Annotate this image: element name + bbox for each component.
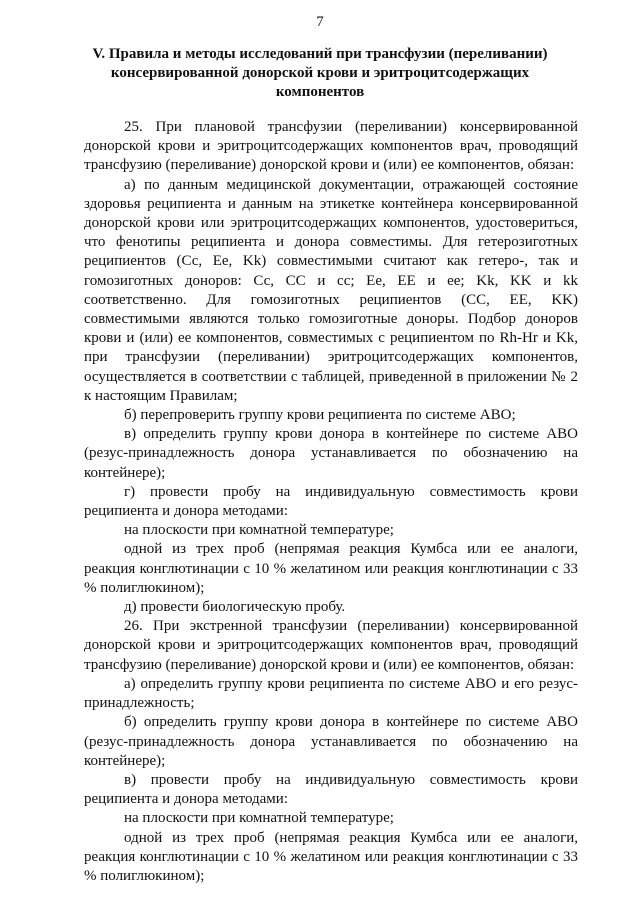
paragraph: одной из трех проб (непрямая реакция Кумбса или ее аналоги, реакция конглютинации с 10 % желатином или реакция конглютинации с 33 % полиглюкином); <box>84 829 578 884</box>
paragraph: в) провести пробу на индивидуальную совместимость крови реципиента и донора методами: <box>84 771 578 808</box>
paragraph: в) определить группу крови донора в контейнере по системе АВО (резус-принадлежность донора устанавливается по обозначению на контейнере); <box>84 426 578 481</box>
paragraph: б) определить группу крови донора в контейнере по системе АВО (резус-принадлежность донора устанавливается по обозначению на контейнере); <box>84 714 578 769</box>
document-body <box>84 118 578 886</box>
paragraph: г) провести пробу на индивидуальную совместимость крови реципиента и донора методами: <box>84 483 578 520</box>
paragraph: а) по данным медицинской документации, отражающей состояние здоровья реципиента и данным на этикетке контейнера консервированной донорской крови или эритроцитсодержащих компонентов, удостовериться, что фенотипы реципиента и донора совместимы. Для гетерозиготных реципиентов (Сс, Ее, Kk) совместимыми считают как гетеро-, так и гомозиготных доноров: Сс, СС и сс; Ее, ЕЕ и ее; Kk, KK и kk соответственно. Для гомозиготных реципиентов (СС, ЕЕ, KK) совместимыми являются только гомозиготные доноры. Подбор доноров крови и (или) ее компонентов, совместимых с реципиентом по Rh-Hr и Kk, при трансфузии (переливании) эритроцитсодержащих компонентов, осуществляется в соответствии с таблицей, приведенной в приложении № 2 к настоящим Правилам; <box>84 176 578 404</box>
section-heading: V. Правила и методы исследований при трансфузии (переливании) консервированной донорской крови и эритроцитсодержащих компонентов <box>92 46 548 100</box>
paragraph: д) провести биологическую пробу. <box>124 599 346 616</box>
paragraph: на плоскости при комнатной температуре; <box>124 810 394 827</box>
paragraph: а) определить группу крови реципиента по системе АВО и его резус-принадлежность; <box>84 675 578 712</box>
paragraph: одной из трех проб (непрямая реакция Кумбса или ее аналоги, реакция конглютинации с 10 % желатином или реакция конглютинации с 33 % полиглюкином); <box>84 541 578 596</box>
paragraph: 25. При плановой трансфузии (переливании) консервированной донорской крови и эритроцитсодержащих компонентов врач, проводящий трансфузию (переливание) донорской крови и (или) ее компонентов, обязан: <box>84 119 578 174</box>
page-number: 7 <box>316 14 324 30</box>
paragraph: б) перепроверить группу крови реципиента по системе АВО; <box>124 407 516 424</box>
paragraph: на плоскости при комнатной температуре; <box>124 522 394 539</box>
paragraph: 26. При экстренной трансфузии (переливании) консервированной донорской крови и эритроцитсодержащих компонентов врач, проводящий трансфузию (переливание) донорской крови и (или) ее компонентов, обязан: <box>84 618 578 673</box>
